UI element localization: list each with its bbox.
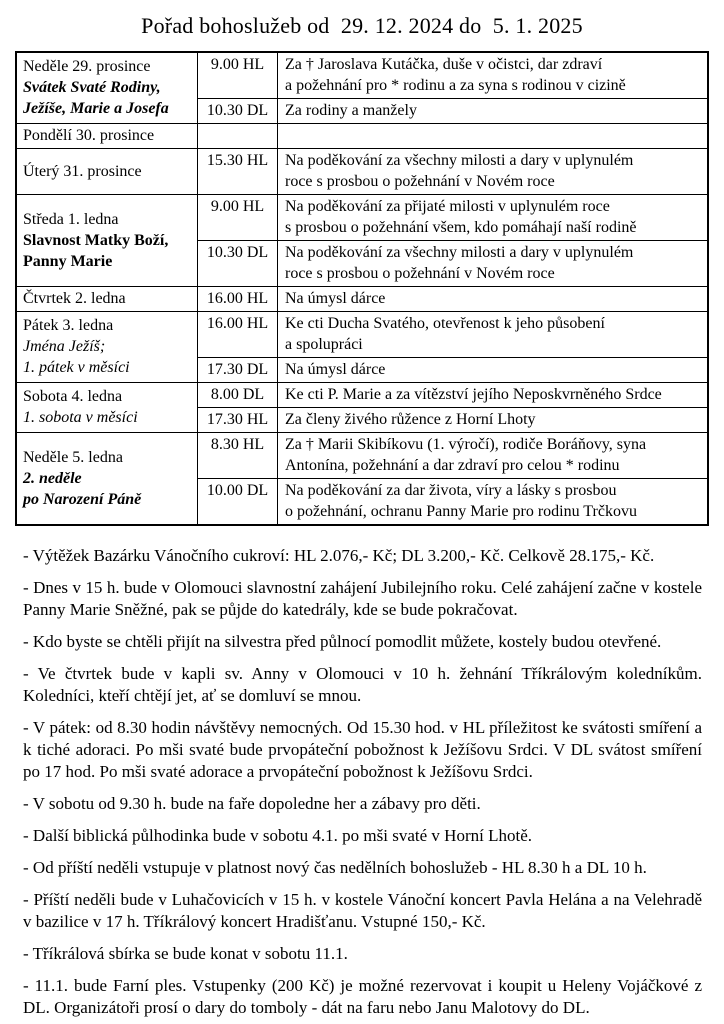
service-row bbox=[198, 98, 707, 123]
intention-line: Antonína, požehnání a dar zdraví pro celou * rodinu bbox=[285, 457, 620, 474]
service-time: 9.00 HL bbox=[198, 195, 278, 240]
service-row bbox=[198, 407, 707, 432]
page-title: Pořad bohoslužeb od 29. 12. 2024 do 5. 1. 2025 bbox=[141, 13, 583, 38]
service-time: 17.30 DL bbox=[198, 358, 278, 382]
announcements-list bbox=[23, 545, 702, 1019]
day-line: 1. sobota v měsíci bbox=[23, 409, 138, 426]
announcement-item: - Kdo byste se chtěli přijít na silvestra před půlnocí pomodlit můžete, kostely budou otevřené. bbox=[23, 632, 662, 651]
services-group bbox=[198, 383, 707, 432]
intention-line: Ke cti Ducha Svatého, otevřenost k jeho působení bbox=[285, 315, 605, 332]
service-row bbox=[198, 383, 707, 407]
table-row bbox=[17, 382, 707, 432]
service-time: 10.30 DL bbox=[198, 241, 278, 286]
service-intention bbox=[278, 149, 707, 194]
day-line: Slavnost Matky Boží, bbox=[23, 231, 169, 249]
day-line: po Narození Páně bbox=[23, 490, 142, 508]
table-row bbox=[17, 286, 707, 311]
announcement-item: - V pátek: od 8.30 hodin návštěvy nemocných. Od 15.30 hod. v HL příležitost ke svátosti smíření a k tiché adoraci. Po mši svaté bude prvopáteční pobožnost k Ježíšovu Srdci. V DL svátost smíření po 17 hod. Po mši svaté adorace a prvopáteční pobožnost k Ježíšovu Srdci. bbox=[23, 718, 702, 781]
day-cell bbox=[17, 312, 198, 382]
intention-line: roce s prosbou o požehnání v Novém roce bbox=[285, 173, 555, 190]
service-intention bbox=[278, 124, 707, 148]
announcement-item: - Ve čtvrtek bude v kapli sv. Anny v Olomouci v 10 h. žehnání Tříkrálovým koledníkům. Koledníci, kteří chtějí jet, ať se domluví se mnou. bbox=[23, 664, 702, 705]
day-line: Ježíše, Marie a Josefa bbox=[23, 100, 169, 117]
service-intention bbox=[278, 312, 707, 357]
announcement-item: - Tříkrálová sbírka se bude konat v sobotu 11.1. bbox=[23, 944, 348, 963]
announcement-item: - 11.1. bude Farní ples. Vstupenky (200 Kč) je možné rezervovat i koupit u Heleny Vojáčkové z DL. Organizátoři prosí o dary do tomboly - dát na faru nebo Janu Malotovy do DL. bbox=[23, 976, 702, 1017]
service-time: 10.00 DL bbox=[198, 479, 278, 524]
day-line: Středa 1. ledna bbox=[23, 210, 119, 228]
intention-line: Na poděkování za všechny milosti a dary v uplynulém bbox=[285, 244, 634, 261]
service-time: 10.30 DL bbox=[198, 99, 278, 123]
day-cell bbox=[17, 53, 198, 123]
service-row bbox=[198, 478, 707, 524]
schedule-table bbox=[15, 51, 709, 526]
intention-line: o požehnání, ochranu Panny Marie pro rodinu Trčkovu bbox=[285, 503, 637, 520]
service-row bbox=[198, 124, 707, 148]
service-intention bbox=[278, 358, 707, 382]
day-line: Panny Marie bbox=[23, 252, 113, 270]
day-cell bbox=[17, 287, 198, 311]
day-line: Jména Ježíš; bbox=[23, 338, 106, 355]
services-group bbox=[198, 433, 707, 524]
service-row bbox=[198, 195, 707, 240]
services-group bbox=[198, 149, 707, 194]
intention-line: Za † Jaroslava Kutáčka, duše v očistci, dar zdraví bbox=[285, 56, 603, 73]
intention-line: Za rodiny a manžely bbox=[285, 102, 417, 119]
services-group bbox=[198, 124, 707, 148]
intention-line: Na poděkování za všechny milosti a dary v uplynulém bbox=[285, 152, 634, 169]
service-time: 16.00 HL bbox=[198, 312, 278, 357]
day-line: Svátek Svaté Rodiny, bbox=[23, 79, 161, 96]
service-intention bbox=[278, 383, 707, 407]
service-time: 9.00 HL bbox=[198, 53, 278, 98]
service-intention bbox=[278, 241, 707, 286]
intention-line: Za členy živého růžence z Horní Lhoty bbox=[285, 411, 536, 428]
table-row bbox=[17, 311, 707, 382]
intention-line: roce s prosbou o požehnání v Novém roce bbox=[285, 265, 555, 282]
service-row bbox=[198, 312, 707, 357]
day-cell bbox=[17, 433, 198, 524]
service-row bbox=[198, 149, 707, 194]
service-row bbox=[198, 433, 707, 478]
announcement-item: - Od příští neděli vstupuje v platnost nový čas nedělních bohoslužeb - HL 8.30 h a DL 10 h. bbox=[23, 858, 647, 877]
table-row bbox=[17, 194, 707, 286]
service-time: 17.30 HL bbox=[198, 408, 278, 432]
intention-line: a spolupráci bbox=[285, 336, 363, 353]
intention-line: Na úmysl dárce bbox=[285, 361, 386, 378]
service-row bbox=[198, 357, 707, 382]
service-intention bbox=[278, 408, 707, 432]
service-time bbox=[198, 124, 278, 148]
day-line: 2. neděle bbox=[23, 469, 82, 487]
table-row bbox=[17, 432, 707, 524]
intention-line: Ke cti P. Marie a za vítězství jejího Neposkvrněného Srdce bbox=[285, 386, 662, 403]
table-row bbox=[17, 123, 707, 148]
announcement-item: - Dnes v 15 h. bude v Olomouci slavnostní zahájení Jubilejního roku. Celé zahájení začne v kostele Panny Marie Sněžné, pak se půjde do katedrály, kde se bude pokračovat. bbox=[23, 578, 702, 619]
intention-line: a požehnání pro * rodinu a za syna s rodinou v cizině bbox=[285, 77, 626, 94]
day-line: Sobota 4. ledna bbox=[23, 388, 123, 405]
day-line: Neděle 5. ledna bbox=[23, 448, 123, 466]
day-cell bbox=[17, 149, 198, 194]
services-group bbox=[198, 53, 707, 123]
day-line: Pondělí 30. prosince bbox=[23, 127, 155, 144]
announcement-item: - Výtěžek Bazárku Vánočního cukroví: HL 2.076,- Kč; DL 3.200,- Kč. Celkově 28.175,- Kč. bbox=[23, 546, 655, 565]
intention-line: Na poděkování za dar života, víry a lásky s prosbou bbox=[285, 482, 617, 499]
day-cell bbox=[17, 124, 198, 148]
service-intention bbox=[278, 99, 707, 123]
announcement-item: - V sobotu od 9.30 h. bude na faře dopoledne her a zábavy pro děti. bbox=[23, 794, 481, 813]
services-group bbox=[198, 195, 707, 286]
service-intention bbox=[278, 53, 707, 98]
service-intention bbox=[278, 287, 707, 311]
service-time: 16.00 HL bbox=[198, 287, 278, 311]
announcement-item: - Další biblická půlhodinka bude v sobotu 4.1. po mši svaté v Horní Lhotě. bbox=[23, 826, 532, 845]
day-cell bbox=[17, 383, 198, 432]
day-line: 1. pátek v měsíci bbox=[23, 359, 130, 376]
services-group bbox=[198, 287, 707, 311]
announcement-item: - Příští neděli bude v Luhačovicích v 15 h. v kostele Vánoční koncert Pavla Helána a na Velehradě v bazilice v 17 h. Tříkrálový koncert Hradišťanu. Vstupné 150,- Kč. bbox=[23, 890, 702, 931]
intention-line: s prosbou o požehnání všem, kdo pomáhají naší rodině bbox=[285, 219, 637, 236]
service-intention bbox=[278, 195, 707, 240]
service-intention bbox=[278, 479, 707, 524]
day-line: Čtvrtek 2. ledna bbox=[23, 290, 126, 307]
intention-line: Na poděkování za přijaté milosti v uplynulém roce bbox=[285, 198, 610, 215]
service-row bbox=[198, 287, 707, 311]
day-line: Pátek 3. ledna bbox=[23, 317, 114, 334]
day-line: Úterý 31. prosince bbox=[23, 162, 142, 180]
intention-line: Za † Marii Skibíkovu (1. výročí), rodiče Boráňovy, syna bbox=[285, 436, 647, 453]
intention-line: Na úmysl dárce bbox=[285, 290, 386, 307]
table-row bbox=[17, 148, 707, 194]
service-intention bbox=[278, 433, 707, 478]
services-group bbox=[198, 312, 707, 382]
day-cell bbox=[17, 195, 198, 286]
service-time: 8.30 HL bbox=[198, 433, 278, 478]
day-line: Neděle 29. prosince bbox=[23, 58, 151, 75]
table-row bbox=[17, 53, 707, 123]
service-time: 8.00 DL bbox=[198, 383, 278, 407]
service-time: 15.30 HL bbox=[198, 149, 278, 194]
service-row bbox=[198, 240, 707, 286]
service-row bbox=[198, 53, 707, 98]
